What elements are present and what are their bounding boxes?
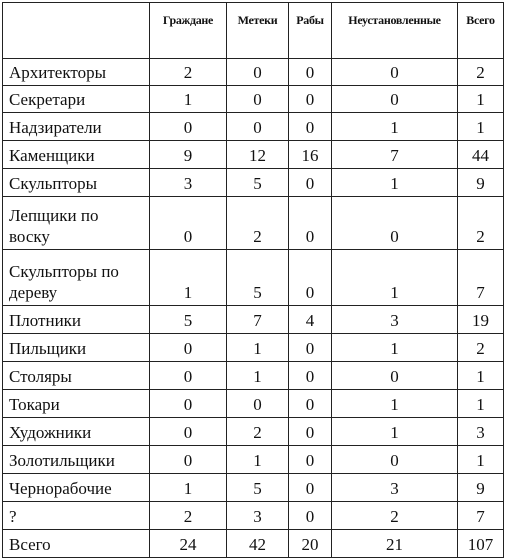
row-value: 0: [289, 418, 332, 446]
row-value: 44: [458, 141, 504, 169]
row-value: 0: [150, 446, 227, 474]
row-value: 4: [289, 306, 332, 334]
table-row: [3, 141, 504, 169]
table-row: [3, 502, 504, 530]
header-total: Всего: [458, 3, 504, 59]
row-label: Архитекторы: [3, 59, 150, 86]
row-value: 1: [332, 334, 458, 362]
header-slaves: Рабы: [289, 3, 332, 59]
row-value: 9: [458, 169, 504, 197]
row-value: 0: [227, 390, 289, 418]
table-row: [3, 418, 504, 446]
row-value: 1: [332, 250, 458, 306]
row-label: Каменщики: [3, 141, 150, 169]
row-value: 1: [150, 250, 227, 306]
row-value: 0: [150, 362, 227, 390]
row-value: 0: [332, 197, 458, 250]
header-row: [3, 3, 504, 59]
row-value: 0: [289, 390, 332, 418]
table-row: [3, 113, 504, 141]
row-value: 1: [332, 169, 458, 197]
row-value: 0: [289, 59, 332, 86]
row-value: 0: [332, 446, 458, 474]
row-value: 0: [289, 446, 332, 474]
table-row: [3, 86, 504, 113]
row-label: Надзиратели: [3, 113, 150, 141]
table-row: [3, 250, 504, 306]
row-label: Секретари: [3, 86, 150, 113]
row-value: 0: [289, 362, 332, 390]
row-value: 3: [332, 306, 458, 334]
row-value: 1: [332, 390, 458, 418]
row-value: 1: [227, 446, 289, 474]
row-value: 7: [332, 141, 458, 169]
table-row: [3, 169, 504, 197]
row-value: 0: [289, 86, 332, 113]
row-value: 0: [227, 86, 289, 113]
row-value: 2: [458, 197, 504, 250]
row-value: 7: [227, 306, 289, 334]
row-label: ?: [3, 502, 150, 530]
row-value: 12: [227, 141, 289, 169]
row-value: 1: [458, 446, 504, 474]
row-value: 0: [332, 362, 458, 390]
row-value: 2: [150, 59, 227, 86]
row-value: 1: [458, 113, 504, 141]
row-value: 1: [150, 474, 227, 502]
row-value: 0: [150, 390, 227, 418]
row-value: 0: [150, 418, 227, 446]
row-label: Золотильщики: [3, 446, 150, 474]
row-value: 0: [227, 59, 289, 86]
row-value: 5: [227, 169, 289, 197]
row-value: 0: [289, 113, 332, 141]
row-label: Художники: [3, 418, 150, 446]
row-value: 0: [150, 113, 227, 141]
table-row: [3, 530, 504, 558]
row-value: 0: [289, 502, 332, 530]
row-value: 2: [332, 502, 458, 530]
row-value: 0: [289, 474, 332, 502]
header-unknown: Неустановленные: [332, 3, 458, 59]
row-label: Скульпторы по дереву: [3, 250, 150, 306]
table-row: [3, 334, 504, 362]
row-value: 7: [458, 250, 504, 306]
table-row: [3, 59, 504, 86]
table-row: [3, 306, 504, 334]
row-value: 2: [458, 59, 504, 86]
row-value: 0: [227, 113, 289, 141]
row-value: 3: [458, 418, 504, 446]
header-citizens: Граждане: [150, 3, 227, 59]
row-value: 2: [150, 502, 227, 530]
row-value: 2: [458, 334, 504, 362]
row-value: 9: [458, 474, 504, 502]
row-value: 20: [289, 530, 332, 558]
row-label: Плотники: [3, 306, 150, 334]
row-value: 1: [150, 86, 227, 113]
row-value: 5: [227, 474, 289, 502]
row-value: 24: [150, 530, 227, 558]
row-value: 1: [227, 334, 289, 362]
row-value: 0: [150, 197, 227, 250]
row-label: Чернорабочие: [3, 474, 150, 502]
row-value: 1: [332, 418, 458, 446]
row-value: 0: [289, 250, 332, 306]
row-value: 3: [150, 169, 227, 197]
row-value: 9: [150, 141, 227, 169]
row-value: 21: [332, 530, 458, 558]
row-value: 2: [227, 418, 289, 446]
header-corner: [3, 3, 150, 59]
row-value: 42: [227, 530, 289, 558]
row-value: 16: [289, 141, 332, 169]
row-value: 0: [150, 334, 227, 362]
row-value: 0: [289, 334, 332, 362]
row-value: 0: [332, 59, 458, 86]
occupation-status-table: [2, 2, 504, 558]
row-value: 1: [458, 390, 504, 418]
table-row: [3, 362, 504, 390]
row-label: Пильщики: [3, 334, 150, 362]
table-row: [3, 197, 504, 250]
row-value: 1: [227, 362, 289, 390]
row-label: Токари: [3, 390, 150, 418]
row-value: 3: [332, 474, 458, 502]
row-label: Всего: [3, 530, 150, 558]
header-metics: Метеки: [227, 3, 289, 59]
row-value: 3: [227, 502, 289, 530]
row-value: 5: [227, 250, 289, 306]
row-value: 1: [332, 113, 458, 141]
row-label: Столяры: [3, 362, 150, 390]
row-value: 107: [458, 530, 504, 558]
table-row: [3, 390, 504, 418]
row-label: Скульпторы: [3, 169, 150, 197]
row-value: 5: [150, 306, 227, 334]
table-body: [3, 59, 504, 558]
table-row: [3, 446, 504, 474]
row-value: 7: [458, 502, 504, 530]
table-row: [3, 474, 504, 502]
row-value: 1: [458, 362, 504, 390]
row-value: 0: [289, 169, 332, 197]
row-value: 19: [458, 306, 504, 334]
row-value: 1: [458, 86, 504, 113]
row-label: Лепщики по воску: [3, 197, 150, 250]
row-value: 0: [289, 197, 332, 250]
row-value: 0: [332, 86, 458, 113]
row-value: 2: [227, 197, 289, 250]
